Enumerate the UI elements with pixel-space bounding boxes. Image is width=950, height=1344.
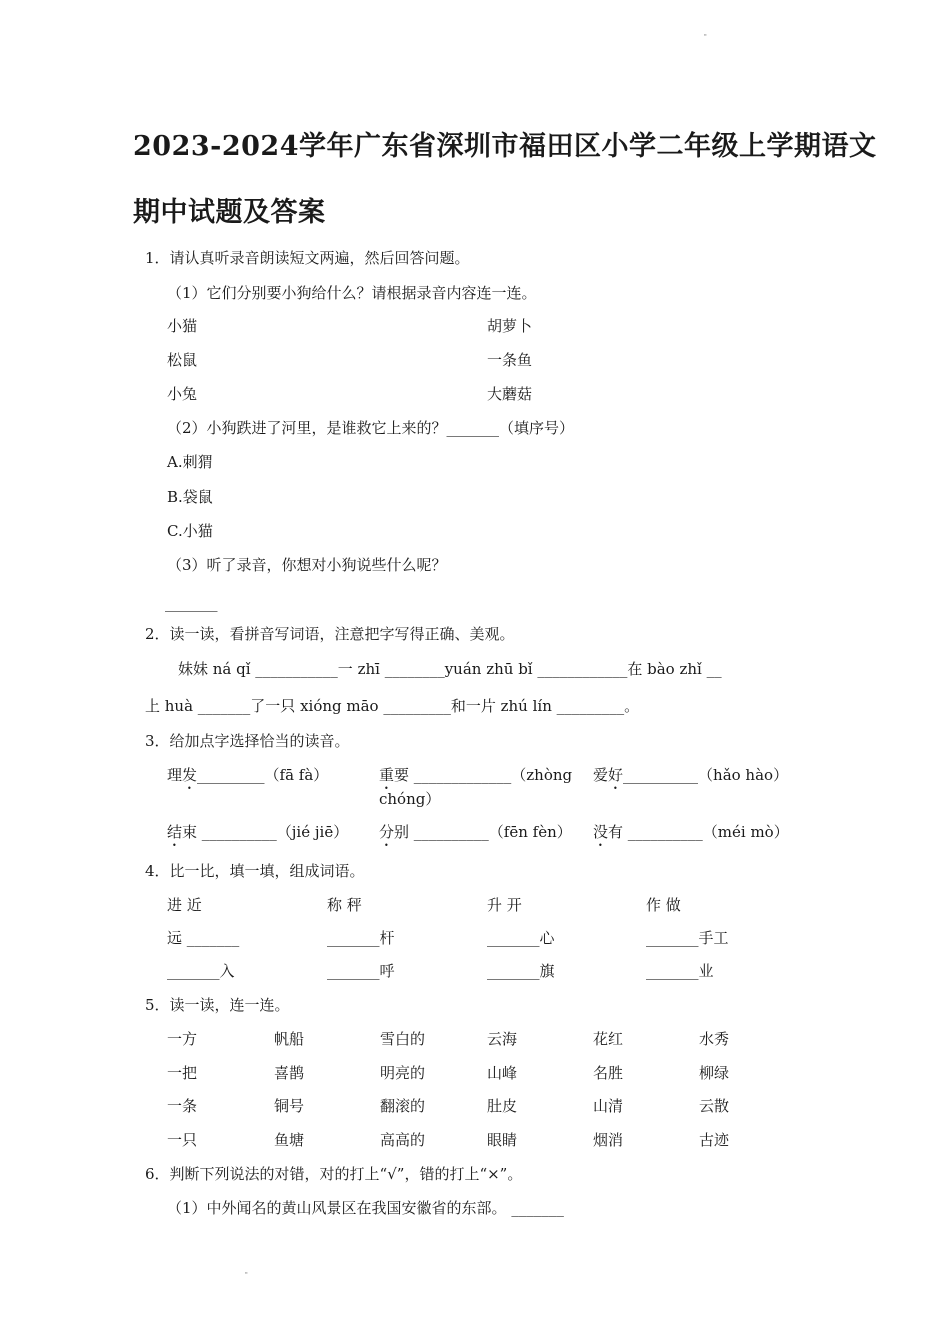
question-3-heading: 3．给加点字选择恰当的读音。 — [145, 732, 350, 750]
fill-blank: _______业 — [646, 962, 714, 980]
page-mark-top: " — [704, 34, 707, 41]
fill-blank: _______杆 — [327, 929, 395, 947]
word-pair-header: 进 近 — [167, 896, 202, 914]
pronunciation-item — [593, 822, 789, 850]
connect-word: 喜鹊 — [274, 1064, 305, 1082]
connect-word: 山峰 — [487, 1064, 518, 1082]
match-right-item: 大蘑菇 — [487, 385, 533, 403]
dotted-char: 结 — [167, 823, 183, 841]
connect-word: 云散 — [699, 1097, 730, 1115]
item-text: 要 _____________（zhòng — [394, 766, 573, 784]
word-pair-header: 升 开 — [487, 896, 522, 914]
word-pair-header: 作 做 — [646, 896, 681, 914]
connect-word: 烟消 — [593, 1131, 624, 1149]
question-4-heading: 4．比一比，填一填，组成词语。 — [145, 862, 365, 880]
fill-blank: _______入 — [167, 962, 235, 980]
connect-word: 云海 — [487, 1030, 518, 1048]
match-right-item: 一条鱼 — [487, 351, 533, 369]
page-title: 2023-2024学年广东省深圳市福田区小学二年级上学期语文 — [133, 131, 877, 162]
connect-word: 铜号 — [274, 1097, 305, 1115]
fill-blank: _______手工 — [646, 929, 729, 947]
connect-word: 高高的 — [380, 1131, 426, 1149]
item-text: 别 __________（fēn fèn） — [394, 823, 572, 841]
connect-word: 一方 — [167, 1030, 198, 1048]
pinyin-line-2: 上 huà _______了一只 xióng māo _________和一片 zhú lín _________。 — [145, 697, 640, 715]
question-5-heading: 5．读一读，连一连。 — [145, 996, 290, 1014]
connect-word: 肚皮 — [487, 1097, 518, 1115]
pronunciation-item — [167, 822, 348, 850]
connect-word: 翻滚的 — [380, 1097, 426, 1115]
option-b: B.袋鼠 — [167, 488, 213, 506]
pronunciation-item — [593, 765, 788, 793]
connect-word: 花红 — [593, 1030, 624, 1048]
answer-blank: _______ — [165, 594, 218, 612]
connect-word: 眼睛 — [487, 1131, 518, 1149]
question-1-sub3: （3）听了录音，你想对小狗说些什么呢？ — [167, 556, 447, 574]
question-6-sub1: （1）中外闻名的黄山风景区在我国安徽省的东部。 _______ — [167, 1199, 564, 1217]
dotted-char: 好 — [608, 766, 624, 784]
connect-word: 帆船 — [274, 1030, 305, 1048]
connect-word: 一条 — [167, 1097, 198, 1115]
item-text: 束 __________（jié jiē） — [182, 823, 349, 841]
match-left-item: 小猫 — [167, 317, 198, 335]
connect-word: 一把 — [167, 1064, 198, 1082]
pronunciation-item — [379, 822, 572, 850]
question-1-heading: 1．请认真听录音朗读短文两遍，然后回答问题。 — [145, 249, 470, 267]
connect-word: 雪白的 — [380, 1030, 426, 1048]
item-text: 理 — [167, 766, 183, 784]
connect-word: 鱼塘 — [274, 1131, 305, 1149]
page-title-line2: 期中试题及答案 — [133, 197, 326, 228]
connect-word: 水秀 — [699, 1030, 730, 1048]
item-text: 有 __________（méi mò） — [608, 823, 789, 841]
word-pair-header: 称 秤 — [327, 896, 362, 914]
fill-blank: 远 _______ — [167, 929, 240, 947]
connect-word: 明亮的 — [380, 1064, 426, 1082]
page-mark-bottom: " — [245, 1272, 248, 1279]
item-text: __________（hǎo hào） — [623, 766, 789, 784]
connect-word: 一只 — [167, 1131, 198, 1149]
dotted-char: 发 — [182, 766, 198, 784]
connect-word: 柳绿 — [699, 1064, 730, 1082]
match-left-item: 小兔 — [167, 385, 198, 403]
connect-word: 山清 — [593, 1097, 624, 1115]
option-c: C.小猫 — [167, 522, 213, 540]
dotted-char: 分 — [379, 823, 395, 841]
connect-word: 古迹 — [699, 1131, 730, 1149]
question-6-heading: 6．判断下列说法的对错，对的打上“√”，错的打上“×”。 — [145, 1165, 523, 1183]
fill-blank: _______心 — [487, 929, 555, 947]
item-text: _________（fā fà） — [197, 766, 329, 784]
fill-blank: _______旗 — [487, 962, 555, 980]
match-left-item: 松鼠 — [167, 351, 198, 369]
question-1-sub1: （1）它们分别要小狗给什么？请根据录音内容连一连。 — [167, 284, 537, 302]
pinyin-line-1: 妹妹 ná qǐ ___________一 zhī ________yuán zhū bǐ ____________在 bào zhǐ __ — [178, 660, 722, 678]
pronunciation-item — [167, 765, 328, 793]
connect-word: 名胜 — [593, 1064, 624, 1082]
dotted-char: 重 — [379, 766, 395, 784]
question-1-sub2: （2）小狗跌进了河里，是谁救它上来的？_______（填序号） — [167, 419, 575, 437]
item-text: 爱 — [593, 766, 609, 784]
pronunciation-item-wrap: chóng） — [379, 790, 441, 808]
match-right-item: 胡萝卜 — [487, 317, 533, 335]
option-a: A.刺猬 — [167, 453, 213, 471]
dotted-char: 没 — [593, 823, 609, 841]
question-2-heading: 2．读一读，看拼音写词语，注意把字写得正确、美观。 — [145, 625, 515, 643]
fill-blank: _______呼 — [327, 962, 395, 980]
